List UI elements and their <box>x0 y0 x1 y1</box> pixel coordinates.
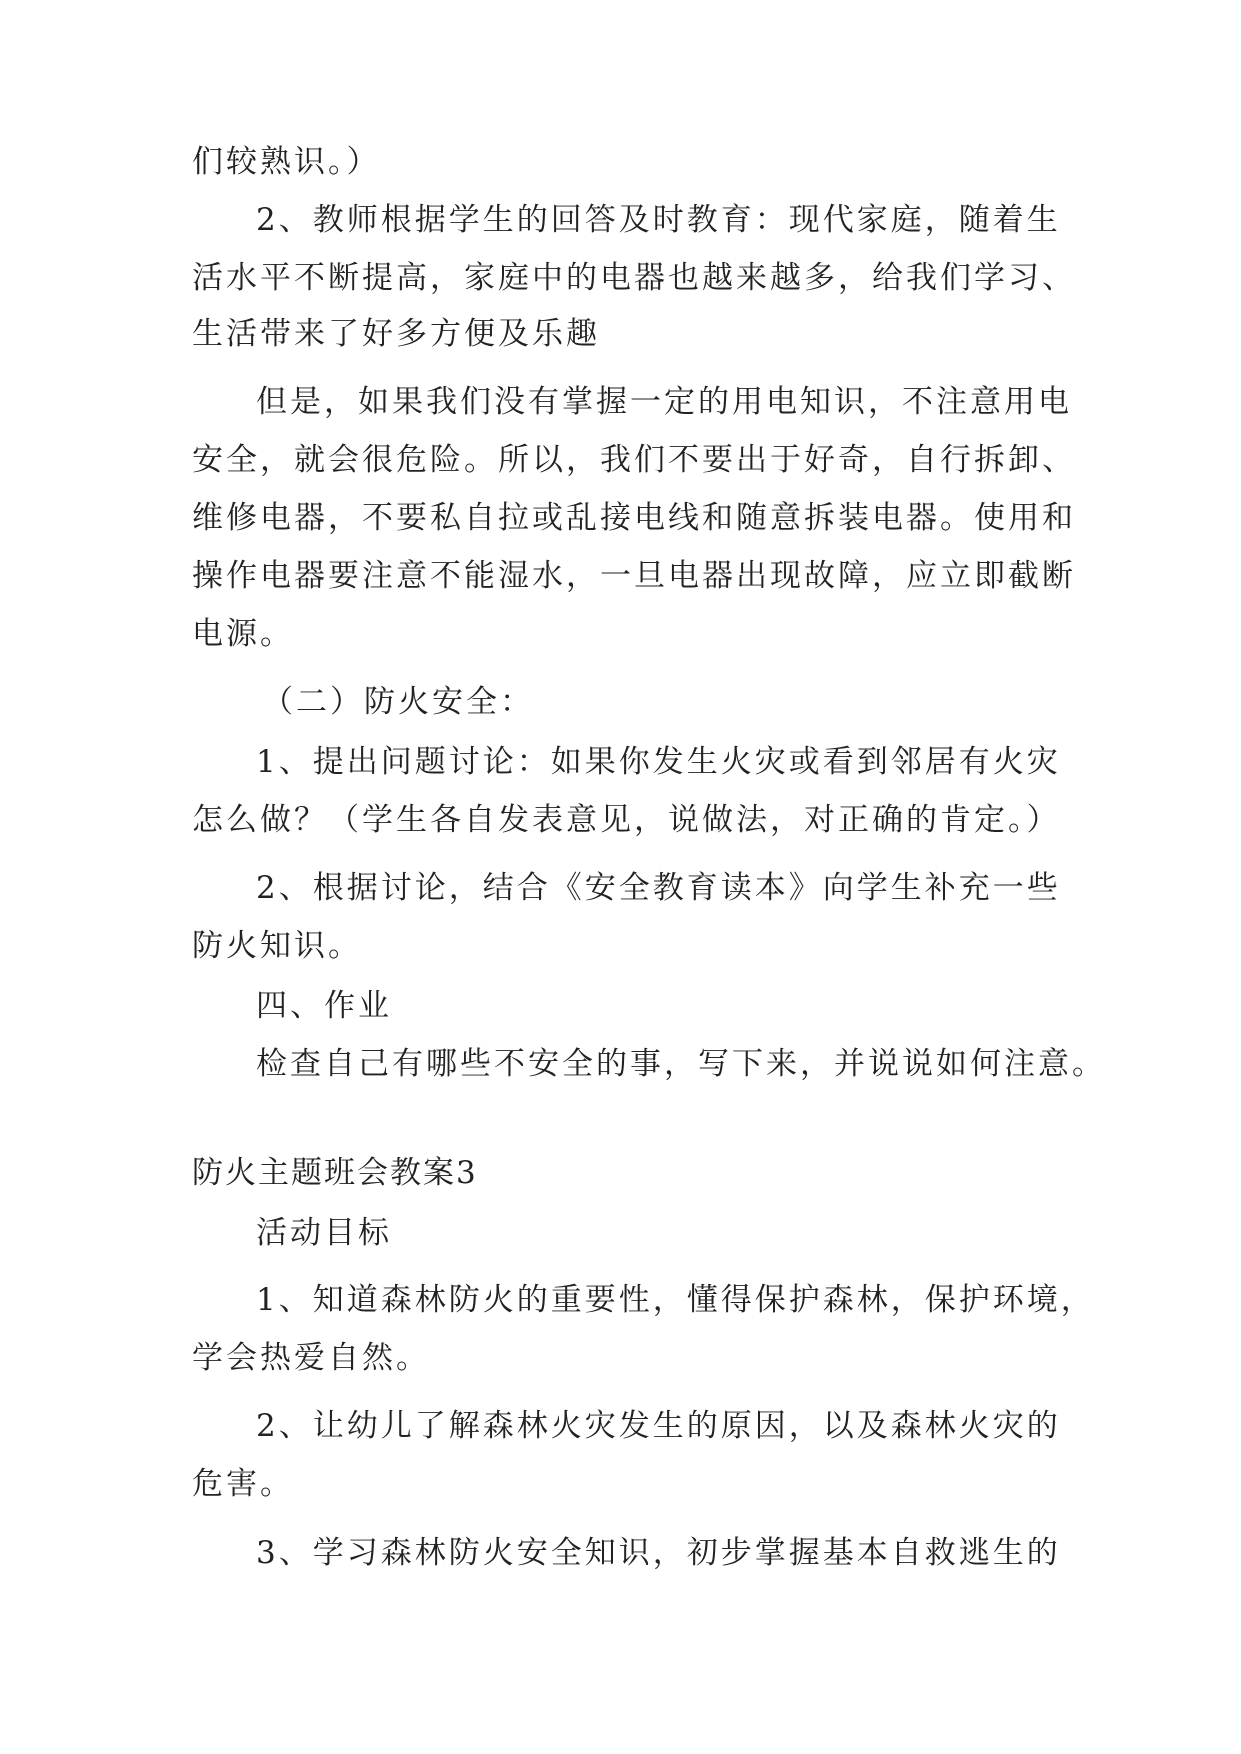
paragraph-line: 2、教师根据学生的回答及时教育：现代家庭，随着生 <box>256 202 1061 238</box>
paragraph-line: 活水平不断提高，家庭中的电器也越来越多，给我们学习、 <box>192 260 1076 296</box>
paragraph-line: 安全，就会很危险。所以，我们不要出于好奇，自行拆卸、 <box>192 442 1076 478</box>
paragraph-line: 怎么做？（学生各自发表意见，说做法，对正确的肯定。） <box>192 802 1061 838</box>
paragraph-line: 2、让幼儿了解森林火灾发生的原因，以及森林火灾的 <box>256 1408 1061 1444</box>
section-heading: （二）防火安全： <box>262 684 534 720</box>
paragraph-line: 维修电器，不要私自拉或乱接电线和随意拆装电器。使用和 <box>192 500 1076 536</box>
section-heading: 活动目标 <box>256 1215 392 1251</box>
paragraph-line: 3、学习森林防火安全知识，初步掌握基本自救逃生的 <box>256 1535 1061 1571</box>
paragraph-line: 1、提出问题讨论：如果你发生火灾或看到邻居有火灾 <box>256 744 1061 780</box>
section-heading: 四、作业 <box>256 988 392 1024</box>
paragraph-line: 们较熟识。） <box>192 144 381 180</box>
paragraph-line: 生活带来了好多方便及乐趣 <box>192 316 600 352</box>
paragraph-line: 但是，如果我们没有掌握一定的用电知识，不注意用电 <box>256 384 1072 420</box>
document-title: 防火主题班会教案3 <box>192 1155 478 1191</box>
paragraph-line: 防火知识。 <box>192 928 362 964</box>
paragraph-line: 操作电器要注意不能湿水，一旦电器出现故障，应立即截断 <box>192 558 1076 594</box>
paragraph-line: 电源。 <box>192 616 294 652</box>
paragraph-line: 2、根据讨论，结合《安全教育读本》向学生补充一些 <box>256 870 1061 906</box>
paragraph-line: 学会热爱自然。 <box>192 1340 430 1376</box>
paragraph-line: 检查自己有哪些不安全的事，写下来，并说说如何注意。 <box>256 1046 1106 1082</box>
paragraph-line: 1、知道森林防火的重要性，懂得保护森林，保护环境， <box>256 1282 1095 1318</box>
paragraph-line: 危害。 <box>192 1466 294 1502</box>
